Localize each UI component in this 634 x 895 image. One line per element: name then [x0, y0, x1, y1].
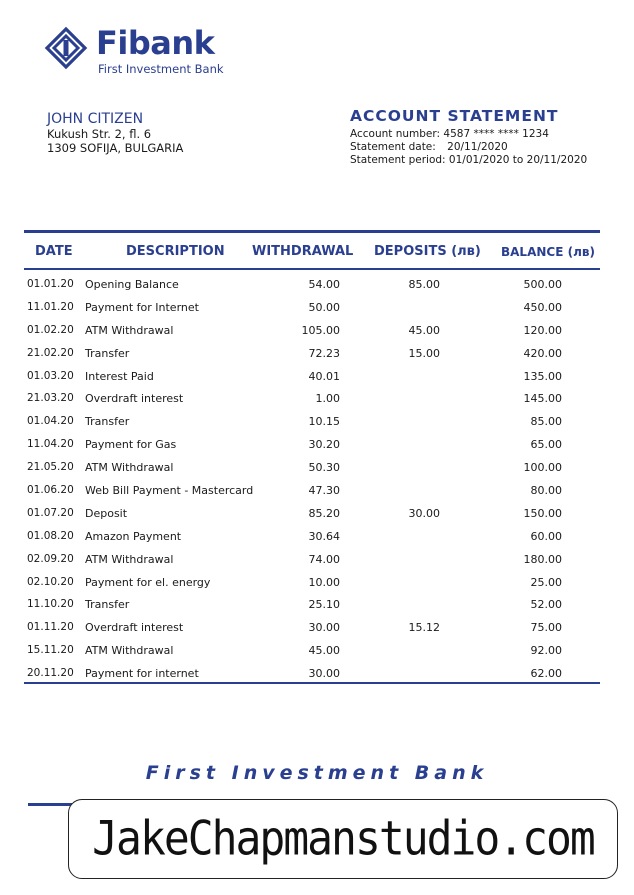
table-row: [24, 362, 600, 385]
cell-balance: 75.00: [530, 621, 562, 635]
account-number-row: [350, 128, 587, 141]
watermark-banner: [68, 799, 618, 879]
header-description: DESCRIPTION: [126, 244, 225, 259]
cell-withdrawal: 30.00: [308, 667, 340, 681]
cell-withdrawal: 1.00: [315, 392, 340, 406]
cell-date: 01.03.20: [27, 369, 74, 382]
cell-balance: 80.00: [530, 484, 562, 498]
table-bottom-rule: [24, 682, 600, 684]
cell-description: ATM Withdrawal: [85, 644, 174, 658]
cell-withdrawal: 30.64: [308, 529, 340, 543]
cell-description: Overdraft interest: [85, 621, 184, 635]
cell-description: Opening Balance: [85, 278, 179, 291]
cell-description: Interest Paid: [85, 369, 154, 383]
cell-withdrawal: 54.00: [308, 278, 340, 291]
cell-balance: 25.00: [530, 575, 562, 589]
address-line-2: 1309 SOFIJA, BULGARIA: [47, 141, 184, 155]
cell-deposit: 30.00: [408, 506, 440, 520]
statement-period-label: Statement period:: [350, 154, 446, 166]
table-row: [24, 430, 600, 453]
cell-date: 02.10.20: [27, 575, 74, 588]
cell-description: Web Bill Payment - Mastercard: [85, 484, 254, 498]
cell-date: 20.11.20: [27, 667, 74, 680]
cell-description: ATM Withdrawal: [85, 552, 174, 566]
table-row: [24, 522, 600, 545]
header-date: DATE: [35, 244, 73, 259]
cell-date: 11.01.20: [27, 300, 74, 313]
table-row: [24, 613, 600, 636]
cell-date: 21.03.20: [27, 392, 74, 405]
statement-title: ACCOUNT STATEMENT: [350, 107, 559, 125]
statement-period-row: [350, 154, 587, 167]
table-row: [24, 384, 600, 407]
cell-date: 21.02.20: [27, 346, 74, 359]
cell-balance: 420.00: [523, 346, 562, 360]
cell-description: Payment for Internet: [85, 300, 199, 314]
table-row: [24, 339, 600, 362]
cell-date: 02.09.20: [27, 552, 74, 565]
cell-date: 01.06.20: [27, 484, 74, 497]
cell-balance: 145.00: [523, 392, 562, 406]
table-row: [24, 270, 600, 293]
cell-withdrawal: 45.00: [308, 644, 340, 658]
statement-date-value: 20/11/2020: [447, 141, 508, 153]
account-number-value: 4587 **** **** 1234: [443, 128, 549, 140]
cell-date: 01.08.20: [27, 529, 74, 542]
table-row: [24, 293, 600, 316]
cell-balance: 52.00: [530, 598, 562, 612]
cell-withdrawal: 50.00: [308, 300, 340, 314]
table-header: [24, 233, 600, 268]
header-balance: BALANCE (лв): [501, 245, 595, 259]
table-row: [24, 545, 600, 568]
table-row: [24, 636, 600, 659]
address-line-1: Kukush Str. 2, fl. 6: [47, 127, 152, 141]
cell-description: Transfer: [85, 598, 130, 612]
cell-date: 01.01.20: [27, 278, 74, 290]
table-row: [24, 590, 600, 613]
cell-deposit: 85.00: [408, 278, 440, 291]
cell-deposit: 15.00: [408, 346, 440, 360]
cell-description: Deposit: [85, 506, 128, 520]
customer-name: JOHN CITIZEN: [47, 111, 144, 127]
cell-balance: 60.00: [530, 529, 562, 543]
table-row: [24, 407, 600, 430]
table-row: [24, 568, 600, 591]
cell-withdrawal: 50.30: [308, 461, 340, 475]
cell-balance: 450.00: [523, 300, 562, 314]
cell-balance: 120.00: [523, 323, 562, 337]
cell-withdrawal: 40.01: [308, 369, 340, 383]
cell-withdrawal: 30.20: [308, 438, 340, 452]
cell-date: 11.04.20: [27, 438, 74, 451]
cell-withdrawal: 10.00: [308, 575, 340, 589]
statement-period-value: 01/01/2020 to 20/11/2020: [448, 154, 588, 166]
statement-date-row: [350, 141, 587, 154]
account-number-label: Account number:: [350, 128, 441, 140]
transactions-table: [24, 230, 600, 684]
fibank-logo-icon: [44, 26, 88, 70]
cell-withdrawal: 105.00: [301, 323, 340, 337]
watermark-text: JakeChapmanstudio.com: [92, 811, 594, 867]
cell-date: 01.07.20: [27, 506, 74, 519]
cell-date: 21.05.20: [27, 461, 74, 474]
brand-name: Fibank: [96, 24, 215, 62]
cell-balance: 92.00: [530, 644, 562, 658]
cell-withdrawal: 85.20: [308, 506, 340, 520]
cell-balance: 500.00: [523, 278, 562, 291]
cell-date: 01.02.20: [27, 323, 74, 336]
cell-withdrawal: 10.15: [308, 415, 340, 429]
cell-withdrawal: 47.30: [308, 484, 340, 498]
customer-address: [47, 112, 183, 155]
cell-description: Payment for internet: [85, 667, 199, 681]
cell-description: ATM Withdrawal: [85, 461, 174, 475]
table-row: [24, 499, 600, 522]
cell-deposit: 45.00: [408, 323, 440, 337]
cell-withdrawal: 72.23: [308, 346, 340, 360]
cell-balance: 62.00: [530, 667, 562, 681]
header-deposits: DEPOSITS (лв): [374, 244, 481, 259]
cell-withdrawal: 74.00: [308, 552, 340, 566]
cell-date: 11.10.20: [27, 598, 74, 611]
cell-balance: 180.00: [523, 552, 562, 566]
cell-balance: 135.00: [523, 369, 562, 383]
cell-balance: 85.00: [530, 415, 562, 429]
cell-description: Amazon Payment: [85, 529, 182, 543]
cell-balance: 100.00: [523, 461, 562, 475]
cell-description: Payment for el. energy: [85, 575, 211, 589]
table-body: [24, 270, 600, 682]
table-row: [24, 316, 600, 339]
cell-description: Transfer: [85, 346, 130, 360]
table-row: [24, 659, 600, 682]
cell-balance: 150.00: [523, 506, 562, 520]
cell-description: Overdraft interest: [85, 392, 184, 406]
statement-info: [350, 107, 588, 167]
cell-date: 01.04.20: [27, 415, 74, 428]
cell-balance: 65.00: [530, 438, 562, 452]
header-withdrawal: WITHDRAWAL: [252, 244, 354, 259]
cell-date: 15.11.20: [27, 644, 74, 657]
cell-description: Transfer: [85, 415, 130, 429]
bank-logo: [44, 22, 244, 82]
footer-bank-name: First Investment Bank: [145, 762, 489, 784]
cell-withdrawal: 25.10: [308, 598, 340, 612]
cell-date: 01.11.20: [27, 621, 74, 634]
cell-withdrawal: 30.00: [308, 621, 340, 635]
cell-description: ATM Withdrawal: [85, 323, 174, 337]
table-row: [24, 453, 600, 476]
table-row: [24, 476, 600, 499]
cell-deposit: 15.12: [408, 621, 440, 635]
cell-description: Payment for Gas: [85, 438, 177, 452]
statement-date-label: Statement date:: [350, 141, 436, 153]
brand-subtitle: First Investment Bank: [98, 62, 224, 76]
